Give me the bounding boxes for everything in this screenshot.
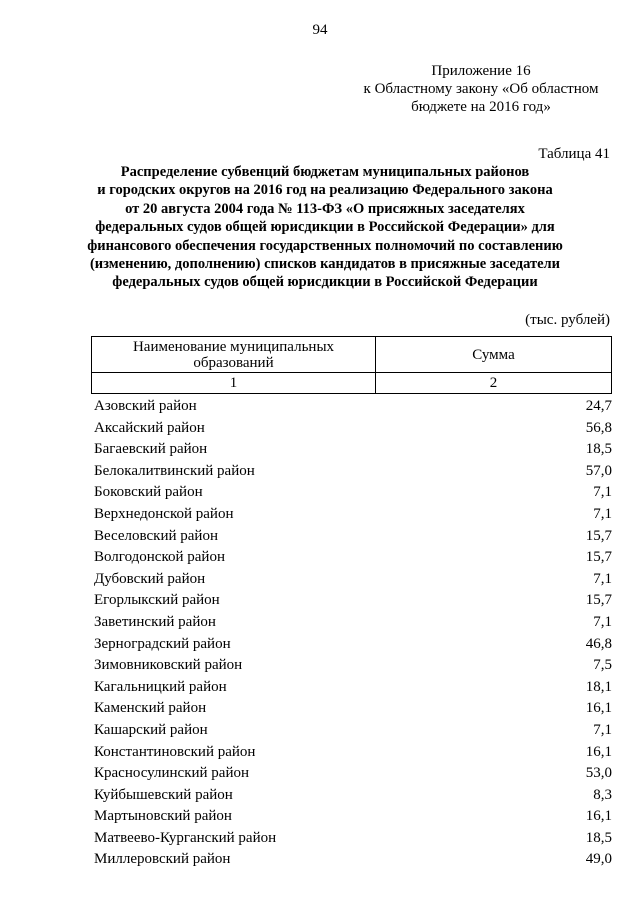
amount-value: 15,7: [585, 549, 612, 566]
table-row: [94, 806, 612, 828]
municipality-name: Матвеево-Курганский район: [94, 829, 277, 846]
table-row: [94, 439, 612, 461]
title-line: федеральных судов общей юрисдикции в Российской Федерации» для: [95, 219, 555, 236]
title-line: от 20 августа 2004 года № 113-ФЗ «О присяжных заседателях: [125, 200, 525, 217]
table-column-numbers-row: [92, 373, 612, 394]
table-body: [94, 396, 612, 871]
municipality-name: Егорлыкский район: [94, 592, 220, 609]
municipality-name: Дубовский район: [94, 570, 206, 587]
amount-value: 18,1: [585, 678, 612, 695]
amount-value: 16,1: [585, 743, 612, 760]
municipality-name: Зерноградский район: [94, 635, 231, 652]
column-header-name-line-1: Наименование муниципальных: [132, 338, 335, 355]
table-number: Таблица 41: [538, 146, 610, 162]
municipality-name: Веселовский район: [94, 527, 218, 544]
municipality-name: Куйбышевский район: [94, 786, 233, 803]
units-label: (тыс. рублей): [525, 312, 610, 328]
title-line: финансового обеспечения государственных полномочий по составлению: [87, 237, 563, 254]
municipality-name: Азовский район: [94, 398, 197, 414]
amount-value: 16,1: [585, 700, 612, 717]
table-row: [94, 418, 612, 440]
table-row: [94, 590, 612, 612]
municipality-name: Боковский район: [94, 484, 203, 501]
amount-value: 7,1: [593, 570, 612, 587]
municipality-name: Волгодонской район: [94, 549, 225, 566]
table-header: [91, 336, 612, 394]
municipality-name: Зимовниковский район: [94, 657, 243, 674]
appendix-line-3: бюджете на 2016 год»: [411, 99, 551, 115]
column-header-name: [92, 337, 376, 373]
amount-value: 15,7: [585, 592, 612, 609]
table-row: [94, 828, 612, 850]
municipality-name: Аксайский район: [94, 419, 205, 436]
table-row: [94, 569, 612, 591]
table-row: [94, 634, 612, 656]
title-line: (изменению, дополнению) списков кандидатов в присяжные заседатели: [89, 256, 561, 273]
amount-value: 16,1: [585, 808, 612, 825]
amount-value: 18,5: [585, 441, 612, 458]
table-row: [94, 482, 612, 504]
amount-value: 24,7: [585, 398, 612, 414]
table-row: [94, 785, 612, 807]
column-number-1: 1: [92, 373, 376, 394]
amount-value: 53,0: [585, 765, 612, 782]
table-row: [94, 612, 612, 634]
column-header-name-line-2: образований: [193, 354, 274, 371]
appendix-heading: [352, 62, 610, 116]
amount-value: 7,1: [593, 613, 612, 630]
table-row: [94, 396, 612, 418]
amount-value: 56,8: [585, 419, 612, 436]
page-number: 94: [312, 22, 328, 38]
table-row: [94, 461, 612, 483]
title-line: и городских округов на 2016 год на реализацию Федерального закона: [97, 182, 553, 199]
municipality-name: Верхнедонской район: [94, 505, 234, 522]
column-header-amount: Сумма: [376, 337, 612, 373]
column-number-2: 2: [376, 373, 612, 394]
title-line: Распределение субвенций бюджетам муниципальных районов: [120, 164, 530, 180]
amount-value: 7,5: [593, 657, 612, 674]
amount-value: 8,3: [593, 786, 612, 803]
table-row: [94, 655, 612, 677]
document-title: [40, 163, 610, 292]
table-header-row: [92, 337, 612, 373]
table-row: [94, 504, 612, 526]
municipality-name: Каменский район: [94, 700, 207, 717]
municipality-name: Багаевский район: [94, 441, 208, 458]
appendix-line-2: к Областному закону «Об областном: [363, 81, 599, 97]
amount-value: 15,7: [585, 527, 612, 544]
table-row: [94, 677, 612, 699]
table-row: [94, 526, 612, 548]
amount-value: 18,5: [585, 829, 612, 846]
municipality-name: Кагальницкий район: [94, 678, 227, 695]
municipality-name: Заветинский район: [94, 613, 216, 630]
amount-value: 7,1: [593, 721, 612, 738]
municipality-name: Миллеровский район: [94, 851, 231, 868]
amount-value: 46,8: [585, 635, 612, 652]
municipality-name: Белокалитвинский район: [94, 462, 255, 479]
table-row: [94, 742, 612, 764]
amount-value: 7,1: [593, 484, 612, 501]
municipality-name: Константиновский район: [94, 743, 256, 760]
municipality-name: Кашарский район: [94, 721, 208, 738]
amount-value: 7,1: [593, 505, 612, 522]
appendix-line-1: Приложение 16: [431, 63, 531, 79]
municipality-name: Красносулинский район: [94, 765, 250, 782]
municipality-name: Мартыновский район: [94, 808, 232, 825]
table-row: [94, 720, 612, 742]
title-line: федеральных судов общей юрисдикции в Российской Федерации: [112, 274, 538, 291]
table-row: [94, 849, 612, 871]
table-row: [94, 698, 612, 720]
amount-value: 49,0: [585, 851, 612, 868]
table-row: [94, 763, 612, 785]
table-row: [94, 547, 612, 569]
amount-value: 57,0: [585, 462, 612, 479]
